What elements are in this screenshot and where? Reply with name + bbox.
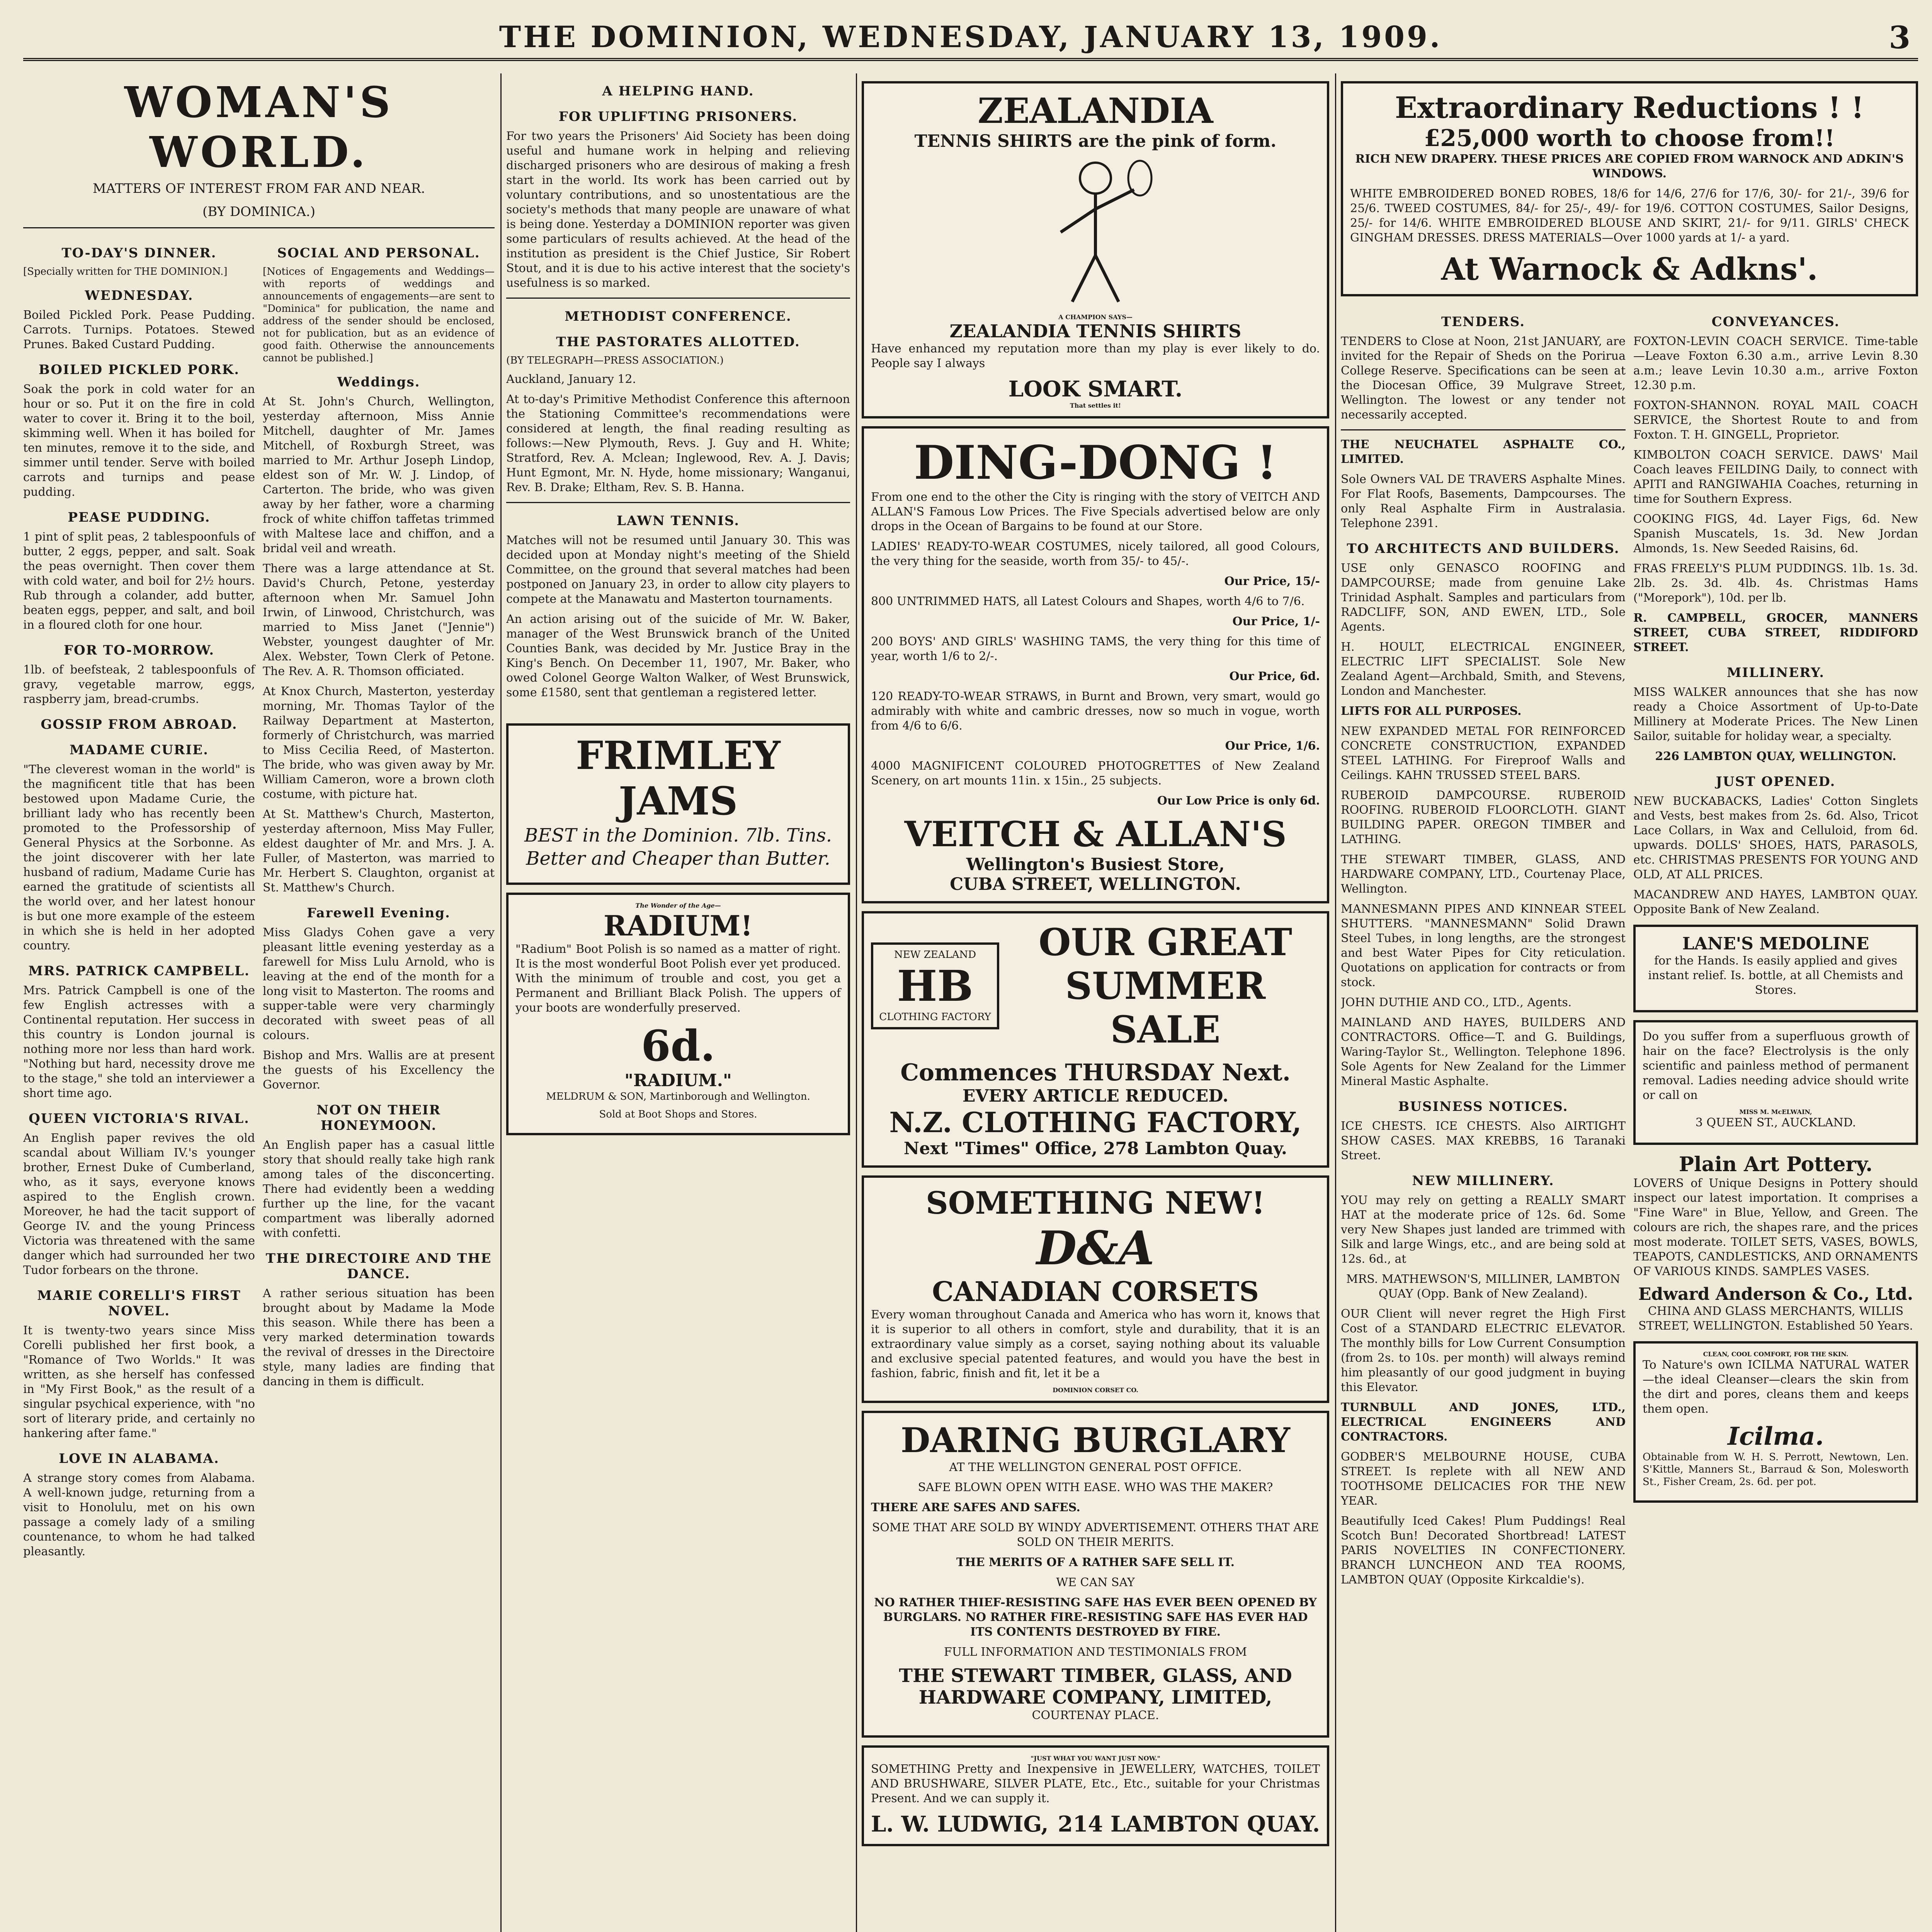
action-text: An action arising out of the suicide of Mr. W. Baker, manager of the West Brunswick branch of the United Counties Bank, was decided by Mr. Justice Bray in the King's Bench. On December 11, 1907, Mr. Baker, who owed Colonel George Walton Walker, of West Brunswick, some £1580, sent that gentleman a registered letter. [506,612,850,699]
auckland-dateline: Auckland, January 12. [506,372,636,386]
wedding-text-3: At Knox Church, Masterton, yesterday morning, Mr. Thomas Taylor of the Railway Department at Masterton, formerly of Christchurch, was married to Miss Cecilia Reed, of Masterton. The bride, who was given away by Mr. William Cameron, wore a brown cloth costume, with picture hat. [263,685,495,801]
masthead [23,15,1918,61]
tennis-player-illustration [871,151,1320,313]
architects-heading: TO ARCHITECTS AND BUILDERS. [1347,541,1620,556]
classified-subcolumns [1341,304,1918,1593]
pottery-text: LOVERS of Unique Designs in Pottery should inspect our latest importation. It comprises a "Fine Ware" in Blue, Yellow, and Green. The colours are rich, the shapes rare, and the prices most moderate. TOILET SETS, VASES, BOWLS, TEAPOTS, CANDLESTICKS, AND ORNAMENTS OF VARIOUS KINDS. SAMPLES VASES. [1633,1177,1918,1278]
conveyances-heading: CONVEYANCES. [1711,314,1840,330]
curie-text: "The cleverest woman in the world" is the magnificent title that has been bestowed upon Madame Curie, the brilliant lady who has recently been promoted to the Professorship of General Physics at the Sorbonne. As the joint discoverer with her late husband of radium, Madame Curie has earned the gratitude of scientists all the world over, and her latest honour is but one more example of the esteem in which she is held in her adopted country. [23,763,255,952]
elevator-text: OUR Client will never regret the High First Cost of a STANDARD ELECTRIC ELEVATOR. The monthly bills for Low Current Consumption (from 2s. to 10s. per month) will always remind him pleasantly of our good judgment in buying this Elevator. [1341,1307,1626,1394]
reductions-text: WHITE EMBROIDERED BONED ROBES, 18/6 for 14/6, 27/6 for 17/6, 30/- for 21/-, 39/6 for 25/6. TWEED COSTUMES, 84/- for 25/-, 49/- for 19/6. COTTON COSTUMES, Sailor Designs, 25/- for 14/6. WHITE EMBROIDERED BLOUSE AND SKIRT, 21/- for 9/11. GIRLS' CHECK GINGHAM DRESSES. DRESS MATERIALS—Over 1000 yards at 1/- a yard. [1350,187,1909,245]
mainland-text: MAINLAND AND HAYES, BUILDERS AND CONTRACTORS. Office—T. and G. Buildings, Waring-Taylor St., Wellington. Telephone 1896. Sole Agents for New Zealand for the Limmer Mineral Mastic Asphalte. [1341,1016,1626,1088]
hb-logo [871,942,999,1029]
campbell-text: Mrs. Patrick Campbell is one of the few English actresses with a Continental reputation. Her success in this country is London journal is nothing more nor less than hard work. "Nothing but hard, necessity drove me to the stage," she told an interviewer a short time ago. [23,984,255,1100]
methodist-heading: METHODIST CONFERENCE. [565,309,792,324]
masthead-title: THE DOMINION, WEDNESDAY, JANUARY 13, 1909. [499,19,1442,54]
corsets-text: Every woman throughout Canada and America who has worn it, knows that it is superior to all others in comfort, style and durability, that it is an extraordinary value simply as a corset, saying nothing about its valuable and exclusive special patented features, and would you have the best in fashion, fabric, finish and fit, let it be a [871,1308,1320,1380]
shannon-text: FOXTON-SHANNON. ROYAL MAIL COACH SERVICE, the Shortest Route to and from Foxton. T. H. GINGELL, Proprietor. [1633,399,1918,442]
tenders-text: TENDERS to Close at Noon, 21st JANUARY, are invited for the Repair of Sheds on the Porirua College Reserve. Specifications can be seen at the Diocesan Office, 39 Mulgrave Street, Wellington. The lowest or any tender not necessarily accepted. [1341,335,1626,422]
macandrew-text: MACANDREW AND HAYES, LAMBTON QUAY. Opposite Bank of New Zealand. [1633,888,1918,916]
dingdong-store: VEITCH & ALLAN'S [904,814,1287,855]
corsets-logo: D&A [1036,1221,1155,1276]
icilma-ad [1633,1341,1918,1503]
reductions-note: RICH NEW DRAPERY. THESE PRICES ARE COPIED FROM WARNOCK AND ADKIN'S WINDOWS. [1355,152,1904,180]
womans-world-title: WOMAN'S WORLD. [124,77,394,177]
medoline-text: for the Hands. Is easily applied and gives instant relief. Is. bottle, at all Chemists and Stores. [1648,954,1903,997]
classified-right [1633,304,1918,1593]
burglary-say: WE CAN SAY [1056,1576,1135,1589]
burglary-sub-1: AT THE WELLINGTON GENERAL POST OFFICE. [949,1461,1242,1474]
sale-logo: HB [897,961,973,1011]
subcolumn-right [263,235,495,1565]
reductions-title: Extraordinary Reductions ! ! [1395,90,1864,125]
millinery-text: YOU may rely on getting a REALLY SMART HAT at the moderate price of 12s. 6d. Some very New Shapes just landed are trimmed with Silk and large Wings, etc., and are being sold at 12s. 6d., at [1341,1194,1626,1266]
pease-pudding-text: 1 pint of split peas, 2 tablespoonfuls of butter, 2 eggs, pepper, and salt. Soak the peas overnight. Then cover them with cold water, and boil for 2½ hours. Rub through a colander, add butter, beaten eggs, pepper, and salt, and boil in a floured cloth for one hour. [23,530,255,632]
sale-reduced: EVERY ARTICLE REDUCED. [962,1086,1229,1106]
subcolumn-left [23,235,255,1565]
medoline-title: LANE'S MEDOLINE [1682,934,1869,954]
icilma-text: To Nature's own ICILMA NATURAL WATER—the ideal Cleanser—clears the skin from the dirt and pores, cleans them and keeps them open. [1643,1358,1909,1416]
frimley-jams-ad [506,723,850,885]
dingdong-item-3: 200 BOYS' AND GIRLS' WASHING TAMS, the very thing for this time of year, worth 1/6 to 2/-. [871,635,1320,663]
dingdong-price-2: Our Price, 1/- [1232,615,1320,628]
radium-text: "Radium" Boot Polish is so named as a matter of right. It is the most wonderful Boot Polish ever yet produced. With the minimum of trouble and cost, you get a Permanent and Brilliant Black Polish. The uppers of your boots are wonderfully preserved. [515,942,841,1015]
honeymoon-text: An English paper has a casual little story that should really take high rank among tales of the disconcerting. There had evidently been a wedding further up the line, for the vacant compartment was liberally adorned with confetti. [263,1138,495,1240]
pastorates-note: (BY TELEGRAPH—PRESS ASSOCIATION.) [506,355,724,366]
burglary-place: COURTENAY PLACE. [1032,1709,1159,1722]
burglary-claim: NO RATHER THIEF-RESISTING SAFE HAS EVER BEEN OPENED BY BURGLARS. NO RATHER FIRE-RESISTING SAFE HAS EVER HAD ITS CONTENTS DESTROYED BY FIRE. [874,1596,1317,1639]
jams-line-2: JAMS [619,778,738,824]
mcelwain-name: MISS M. McELWAIN, [1739,1108,1812,1116]
zealandia-look: LOOK SMART. [1008,376,1183,402]
tenders-heading: TENDERS. [1441,314,1526,330]
lifts-text: LIFTS FOR ALL PURPOSES. [1341,704,1522,718]
icilma-top: CLEAN, COOL COMFORT, FOR THE SKIN. [1703,1350,1849,1358]
zealandia-sub: TENNIS SHIRTS are the pink of form. [914,131,1277,151]
business-heading: BUSINESS NOTICES. [1398,1099,1568,1114]
wedding-text-2: There was a large attendance at St. David's Church, Petone, yesterday afternoon when Mr. Samuel John Irwin, of Linwood, Christchurch, was married to Miss Janet ("Jennie") Webster, youngest daughter of Mr. Alex. Webster, Town Clerk of Petone. The Rev. A. R. Thomson officiated. [263,562,495,678]
womans-world-column [23,73,495,1932]
dingdong-busiest: Wellington's Busiest Store, [966,855,1225,874]
duthie-text: JOHN DUTHIE AND CO., LTD., Agents. [1341,996,1572,1009]
stewart-text: THE STEWART TIMBER, GLASS, AND HARDWARE COMPANY, LTD., Courtenay Place, Wellington. [1341,853,1626,896]
dingdong-price-4: Our Price, 1/6. [1225,739,1320,753]
ludwig-address: 214 LAMBTON QUAY. [1058,1811,1320,1837]
godber-text: GODBER'S MELBOURNE HOUSE, CUBA STREET. Is replete with all NEW AND TOOTHSOME DELICACIES FOR THE NEW YEAR. [1341,1450,1626,1508]
reductions-store: At Warnock & Adkns'. [1441,251,1818,287]
dingdong-item-2: 800 UNTRIMMED HATS, all Latest Colours and Shapes, worth 4/6 to 7/6. [871,595,1305,608]
millinery2-heading: MILLINERY. [1726,665,1825,680]
expanded-text: NEW EXPANDED METAL FOR REINFORCED CONCRETE CONSTRUCTION, EXPANDED STEEL LATHING. For Fireproof Walls and Ceilings. KAHN TRUSSED STEEL BARS. [1341,724,1626,782]
corsets-title: CANADIAN CORSETS [932,1276,1259,1308]
social-heading: SOCIAL AND PERSONAL. [277,245,480,261]
dinner-heading: TO-DAY'S DINNER. [61,245,217,261]
alabama-text: A strange story comes from Alabama. A well-known judge, returning from a visit to Honolulu, met on his own passage a comely lady of a smiling countenance, to whom he had talked pleasantly. [23,1471,255,1558]
warnock-adkins-ad [1341,81,1918,296]
alabama-heading: LOVE IN ALABAMA. [59,1451,219,1466]
directoire-heading: THE DIRECTOIRE AND THE DANCE. [265,1251,492,1282]
bishop-text: Bishop and Mrs. Wallis are at present the guests of his Excellency the Governor. [263,1049,495,1092]
anderson-text: CHINA AND GLASS MERCHANTS, WILLIS STREET, WELLINGTON. Established 50 Years. [1638,1304,1913,1333]
architects-text: USE only GENASCO ROOFING and DAMPCOURSE; made from genuine Lake Trinidad Asphalt. Samples and particulars from RADCLIFF, SON, AND EWEN, LTD., Sole Agents. [1341,561,1626,634]
dingdong-item-5: 4000 MAGNIFICENT COLOURED PHOTOGRETTES of New Zealand Scenery, on art mounts 11in. x 15in., 25 subjects. [871,759,1320,787]
dingdong-price-5: Our Low Price is only 6d. [1157,794,1320,808]
lawn-tennis-text: Matches will not be resumed until January 30. This was decided upon at Monday night's meeting of the Shield Committee, on the ground that several matches had been postponed on January 23, in order to allow city players to compete at the Manawatu and Masterton tournaments. [506,534,850,606]
weddings-heading: Weddings. [337,374,420,390]
ludwig-quote: "JUST WHAT YOU WANT JUST NOW." [1031,1755,1160,1762]
asphalte-heading: THE NEUCHATEL ASPHALTE CO., LIMITED. [1341,438,1626,466]
pastorates-text: At to-day's Primitive Methodist Conference this afternoon the Stationing Committee's recommendations were considered at length, the final reading resulting as follows:—New Plymouth, Revs. J. Guy and H. White; Stratford, Rev. A. Mclean; Inglewood, Rev. A. J. Davis; Hunt Egmont, Mr. N. Hyde, home missionary; Wanganui, Rev. B. Drake; Eltham, Rev. S. B. Hanna. [506,393,850,494]
anderson-name: Edward Anderson & Co., Ltd. [1638,1284,1913,1304]
asphalte-text: Sole Owners VAL DE TRAVERS Asphalte Mines. For Flat Roofs, Basements, Dampcourses. The only Real Asphalte Firm in Australasia. Telephone 2391. [1341,473,1626,530]
mcelwain-address: 3 QUEEN ST., AUCKLAND. [1695,1116,1856,1129]
tomorrow-text: 1lb. of beefsteak, 2 tablespoonfuls of gravy, vegetable marrow, eggs, raspberry jam, bread-crumbs. [23,663,255,706]
dingdong-price-3: Our Price, 6d. [1229,670,1320,683]
godber-items: Beautifully Iced Cakes! Plum Puddings! Real Scotch Bun! Decorated Shortbread! LATEST PARIS NOVELTIES IN CONFECTIONERY. BRANCH LUNCHEON AND TEA ROOMS, LAMBTON QUAY (Opposite Kirkcaldie's). [1341,1514,1626,1587]
burglary-text-2: SOME THAT ARE SOLD BY WINDY ADVERTISEMENT. OTHERS THAT ARE SOLD ON THEIR MERITS. [872,1521,1319,1549]
radium-name: "RADIUM." [624,1071,732,1090]
two-subcolumns [23,235,495,1565]
daring-burglary-ad [862,1411,1329,1738]
helping-text: For two years the Prisoners' Aid Society has been doing useful and humane work in helping and relieving discharged prisoners who are desirous of making a fresh start in the world. Its work has been carried out by voluntary contributions, and so unostentatious are the society's methods that many people are unaware of what is being done. Yesterday a DOMINION reporter was given some particulars of results achieved. At the head of the institution as president is the Chief Justice, Sir Robert Stout, and it is due to his active interest that the society's usefulness is so marked. [506,129,850,290]
burglary-merits: THE MERITS OF A RATHER SAFE SELL IT. [956,1556,1235,1569]
radium-ad [506,893,850,1135]
advertisements-column [862,73,1329,1932]
lawn-tennis-heading: LAWN TENNIS. [616,513,740,529]
farewell-heading: Farewell Evening. [307,905,451,921]
walker-text: MISS WALKER announces that she has now ready a Choice Assortment of Up-to-Date Millinery at Moderate Prices. The New Linen Sailor, suitable for holiday wear, a specialty. [1633,685,1918,743]
radium-title: RADIUM! [604,909,753,942]
radium-price: 6d. [641,1021,715,1071]
medoline-ad [1633,925,1918,1012]
pottery-title: Plain Art Pottery. [1679,1153,1873,1176]
millinery-heading: NEW MILLINERY. [1412,1173,1554,1189]
zealandia-brand: ZEALANDIA TENNIS SHIRTS [949,321,1242,342]
page-number: 3 [1889,19,1910,56]
curie-heading: MADAME CURIE. [70,742,209,758]
boiled-pork-heading: BOILED PICKLED PORK. [38,362,240,378]
ice-text: ICE CHESTS. ICE CHESTS. Also AIRTIGHT SHOW CASES. MAX KREBBS, 16 Taranaki Street. [1341,1119,1626,1162]
canadian-corsets-ad [862,1175,1329,1403]
wedding-text-1: At St. John's Church, Wellington, yesterday afternoon, Miss Annie Mitchell, daughter of Mr. James Mitchell, of Roxburgh Street, was married to Mr. Arthur Joseph Lindop, eldest son of Mr. W. J. Lindop, of Carterton. The bride, who was given away by her father, wore a charming frock of white chiffon taffetas trimmed with Maltese lace and chiffon, and a bridal veil and wreath. [263,395,495,555]
dingdong-price-1: Our Price, 15/- [1224,575,1320,588]
sale-factory: N.Z. CLOTHING FACTORY, [889,1106,1302,1139]
campbell-heading: MRS. PATRICK CAMPBELL. [28,963,250,979]
foxton-text: FOXTON-LEVIN COACH SERVICE. Time-table—Leave Foxton 6.30 a.m., arrive Levin 8.30 a.m.; leave Levin 10.30 a.m., arrive Foxton 12.30 p.m. [1633,335,1918,392]
icilma-title: Icilma. [1728,1422,1824,1451]
sale-line-2: SUMMER SALE [1065,964,1266,1051]
ludwig-text: SOMETHING Pretty and Inexpensive in JEWELLERY, WATCHES, TOILET AND BRUSHWARE, SILVER PLATE, Etc., Etc., suitable for your Christmas Present. And we can supply it. [871,1762,1320,1805]
hoult-text: H. HOULT, ELECTRICAL ENGINEER, ELECTRIC LIFT SPECIALIST. Sole New Zealand Agent—Archbald, Smith, and Stevens, London and Manchester. [1341,640,1626,698]
campbell-grocer: R. CAMPBELL, GROCER, MANNERS STREET, CUBA STREET, RIDDIFORD STREET. [1633,611,1918,654]
divider [506,298,850,299]
zealandia-end: That settles it! [1070,402,1121,409]
mannesmann-text: MANNESMANN PIPES AND KINNEAR STEEL SHUTTERS. "MANNESMANN" Solid Drawn Steel Tubes, in long lengths, are the strongest and best Water Pipes for City reticulation. Quotations on application for contracts or from stock. [1341,902,1626,989]
dingdong-item-1: LADIES' READY-TO-WEAR COSTUMES, nicely tailored, all good Colours, the very thing for the seaside, worth from 35/- to 45/-. [871,540,1320,568]
sale-headline [1011,920,1320,1051]
dinner-menu: Boiled Pickled Pork. Pease Pudding. Carrots. Turnips. Potatoes. Stewed Prunes. Baked Custard Pudding. [23,308,255,351]
sale-address: Next "Times" Office, 278 Lambton Quay. [903,1139,1287,1158]
reductions-sub: £25,000 worth to choose from!! [1424,125,1835,152]
opened-heading: JUST OPENED. [1716,774,1836,789]
news-column [506,73,850,1932]
womans-world-subtitle: MATTERS OF INTEREST FROM FAR AND NEAR. [92,181,425,196]
directoire-text: A rather serious situation has been brought about by Madame la Mode this season. While there has been a very marked determination towards the revival of dresses in the Directoire style, many ladies are finding that dancing in them is difficult. [263,1287,495,1388]
mcelwain-text: Do you suffer from a superfluous growth of hair on the face? Electrolysis is the only scientific and painless method of permanent removal. Ladies needing advice should write or call on [1643,1030,1909,1102]
burglary-info: FULL INFORMATION AND TESTIMONIALS FROM [944,1645,1247,1659]
sale-header [871,920,1320,1051]
ruberoid-text: RUBEROID DAMPCOURSE. RUBEROID ROOFING. RUBEROID FLOORCLOTH. GIANT BUILDING PAPER. OREGON TIMBER and LATHING. [1341,789,1626,846]
dingdong-text: From one end to the other the City is ringing with the story of VEITCH AND ALLAN'S Famous Low Prices. The Five Specials advertised below are only drops in the Ocean of Bargains to be found at our Store. [871,490,1320,533]
zealandia-title: ZEALANDIA [978,90,1213,131]
queen-text: An English paper revives the old scandal about William IV.'s younger brother, Ernest Duke of Cumberland, who, as it says, everyone knows aspired to the English crown. Moreover, he had the tacit support of George IV. and the young Princess Victoria was threatened with the same danger which had surrounded her two Tudor forbears on the throne. [23,1131,255,1277]
byline: (BY DOMINICA.) [202,204,316,219]
column-rule [856,73,857,1932]
mcelwain-ad [1633,1020,1918,1145]
plum-text: FRAS FREELY'S PLUM PUDDINGS. 1lb. 1s. 3d. 2lb. 2s. 3d. 4lb. 4s. Christmas Hams ("Morepork"), 10d. per lb. [1633,562,1918,605]
opened-text: NEW BUCKABACKS, Ladies' Cotton Singlets and Vests, best makes from 2s. 6d. Also, Tricot Lace Collars, in Wax and Celluloid, from 6d. upwards. DOLLS' SHOES, HATS, PARASOLS, etc. CHRISTMAS PRESENTS FOR YOUNG AND OLD, AT ALL PRICES. [1633,794,1918,881]
radium-sold: Sold at Boot Shops and Stores. [599,1109,757,1120]
ludwig-name: L. W. LUDWIG, [871,1811,1049,1837]
queen-heading: QUEEN VICTORIA'S RIVAL. [29,1111,250,1126]
kimbolton-text: KIMBOLTON COACH SERVICE. DAWS' Mail Coach leaves FEILDING Daily, to connect with APITI and RANGIWAHIA Coaches, returning in time for Southern Express. [1633,448,1918,506]
dingdong-title: DING-DONG ! [914,435,1277,490]
classifieds-column [1341,73,1918,1932]
walker-address: 226 LAMBTON QUAY, WELLINGTON. [1655,750,1896,763]
pease-pudding-heading: PEASE PUDDING. [68,510,211,525]
social-note: [Notices of Engagements and Weddings—with reports of weddings and announcements of engagements—are sent to "Dominica" for publication, the name and address of the sender should be enclosed, not for publication, but as an evidence of good faith. Otherwise the announcements cannot be published.] [263,266,495,364]
divider [1341,429,1626,430]
radium-tagline: The Wonder of the Age— [635,902,721,909]
pastorates-heading: THE PASTORATES ALLOTTED. [556,334,800,350]
sale-logo-sub: CLOTHING FACTORY [879,1011,991,1023]
corelli-heading: MARIE CORELLI'S FIRST NOVEL. [37,1288,241,1319]
ludwig-ad [862,1745,1329,1846]
burglary-sub-2: SAFE BLOWN OPEN WITH EASE. WHO WAS THE MAKER? [918,1481,1273,1494]
burglary-company: THE STEWART TIMBER, GLASS, AND HARDWARE COMPANY, LIMITED, [899,1665,1292,1708]
gossip-heading: GOSSIP FROM ABROAD. [41,717,238,732]
burglary-text-1: THERE ARE SAFES AND SAFES. [871,1501,1080,1514]
radium-maker: MELDRUM & SON, Martinborough and Wellington. [546,1091,810,1102]
divider [23,227,495,228]
icilma-from: Obtainable from W. H. S. Perrott, Newtown, Len. S'Kittle, Manners St., Barraud & Son, Molesworth St., Fisher Cream, 2s. 6d. per pot. [1643,1451,1909,1488]
farewell-text: Miss Gladys Cohen gave a very pleasant little evening yesterday as a farewell for Miss Lulu Arnold, who is leaving at the end of the month for a long visit to Masterton. The rooms and supper-table were very charmingly decorated with sweet peas of all colours. [263,926,495,1042]
tomorrow-heading: FOR TO-MORROW. [63,643,215,658]
jams-line-1: FRIMLEY [576,733,781,778]
helping-heading: A HELPING HAND. [602,83,754,99]
turnbull-text: TURNBULL AND JONES, LTD., ELECTRICAL ENGINEERS AND CONTRACTORS. [1341,1401,1626,1444]
ding-dong-ad [862,426,1329,903]
sale-brand: NEW ZEALAND [894,949,976,961]
dingdong-address: CUBA STREET, WELLINGTON. [950,874,1241,894]
ludwig-footer [871,1811,1320,1837]
zealandia-says: A CHAMPION SAYS— [1058,313,1133,321]
corelli-text: It is twenty-two years since Miss Corelli published her first book, a "Romance of Two Worlds." It was written, as she herself has confessed in "My First Book," as the result of a singular psychical experience, with "no sort of literary pride, and certainly no hankering after fame." [23,1324,255,1440]
dinner-note: [Specially written for THE DOMINION.] [23,266,228,277]
cooking-text: COOKING FIGS, 4d. Layer Figs, 6d. New Spanish Muscatels, 1s. 3d. New Jordan Almonds, 1s. New Seeded Raisins, 6d. [1633,512,1918,555]
wedding-text-4: At St. Matthew's Church, Masterton, yesterday afternoon, Miss May Fuller, eldest daughter of Mr. and Mrs. J. A. Fuller, of Masterton, was married to Mr. Herbert S. Claughton, organist at St. Matthew's Church. [263,808,495,895]
sale-commences: Commences THURSDAY Next. [900,1059,1291,1086]
millinery-name: MRS. MATHEWSON'S, MILLINER, LAMBTON QUAY (Opp. Bank of New Zealand). [1346,1272,1620,1301]
zealandia-text: Have enhanced my reputation more than my play is ever likely to do. People say I always [871,342,1320,370]
wednesday-heading: WEDNESDAY. [85,288,194,303]
divider [506,502,850,503]
column-rule [500,73,502,1932]
sale-line-1: OUR GREAT [1038,920,1293,964]
zealandia-ad [862,81,1329,418]
boiled-pork-text: Soak the pork in cold water for an hour or so. Put it on the fire in cold water to cover it. Bring it to the boil, skimming well. When it has boiled for ten minutes, remove it to the side, and simmer until tender. Serve with boiled carrots and turnips and pease pudding. [23,383,255,499]
classified-left [1341,304,1626,1593]
helping-subheading: FOR UPLIFTING PRISONERS. [558,109,798,124]
newspaper-page [23,15,1918,1932]
corsets-maker: DOMINION CORSET CO. [1053,1386,1138,1394]
summer-sale-ad [862,911,1329,1168]
honeymoon-heading: NOT ON THEIR HONEYMOON. [316,1102,441,1133]
burglary-title: DARING BURGLARY [901,1420,1290,1460]
dingdong-item-4: 120 READY-TO-WEAR STRAWS, in Burnt and Brown, very smart, would go admirably with white and cambric dresses, now so much in vogue, worth from 4/6 to 6/6. [871,690,1320,733]
jams-slogan: BEST in the Dominion. 7lb. Tins. Better and Cheaper than Butter. [524,825,832,869]
corsets-new: SOMETHING NEW! [926,1185,1265,1221]
column-rule [1335,73,1336,1932]
